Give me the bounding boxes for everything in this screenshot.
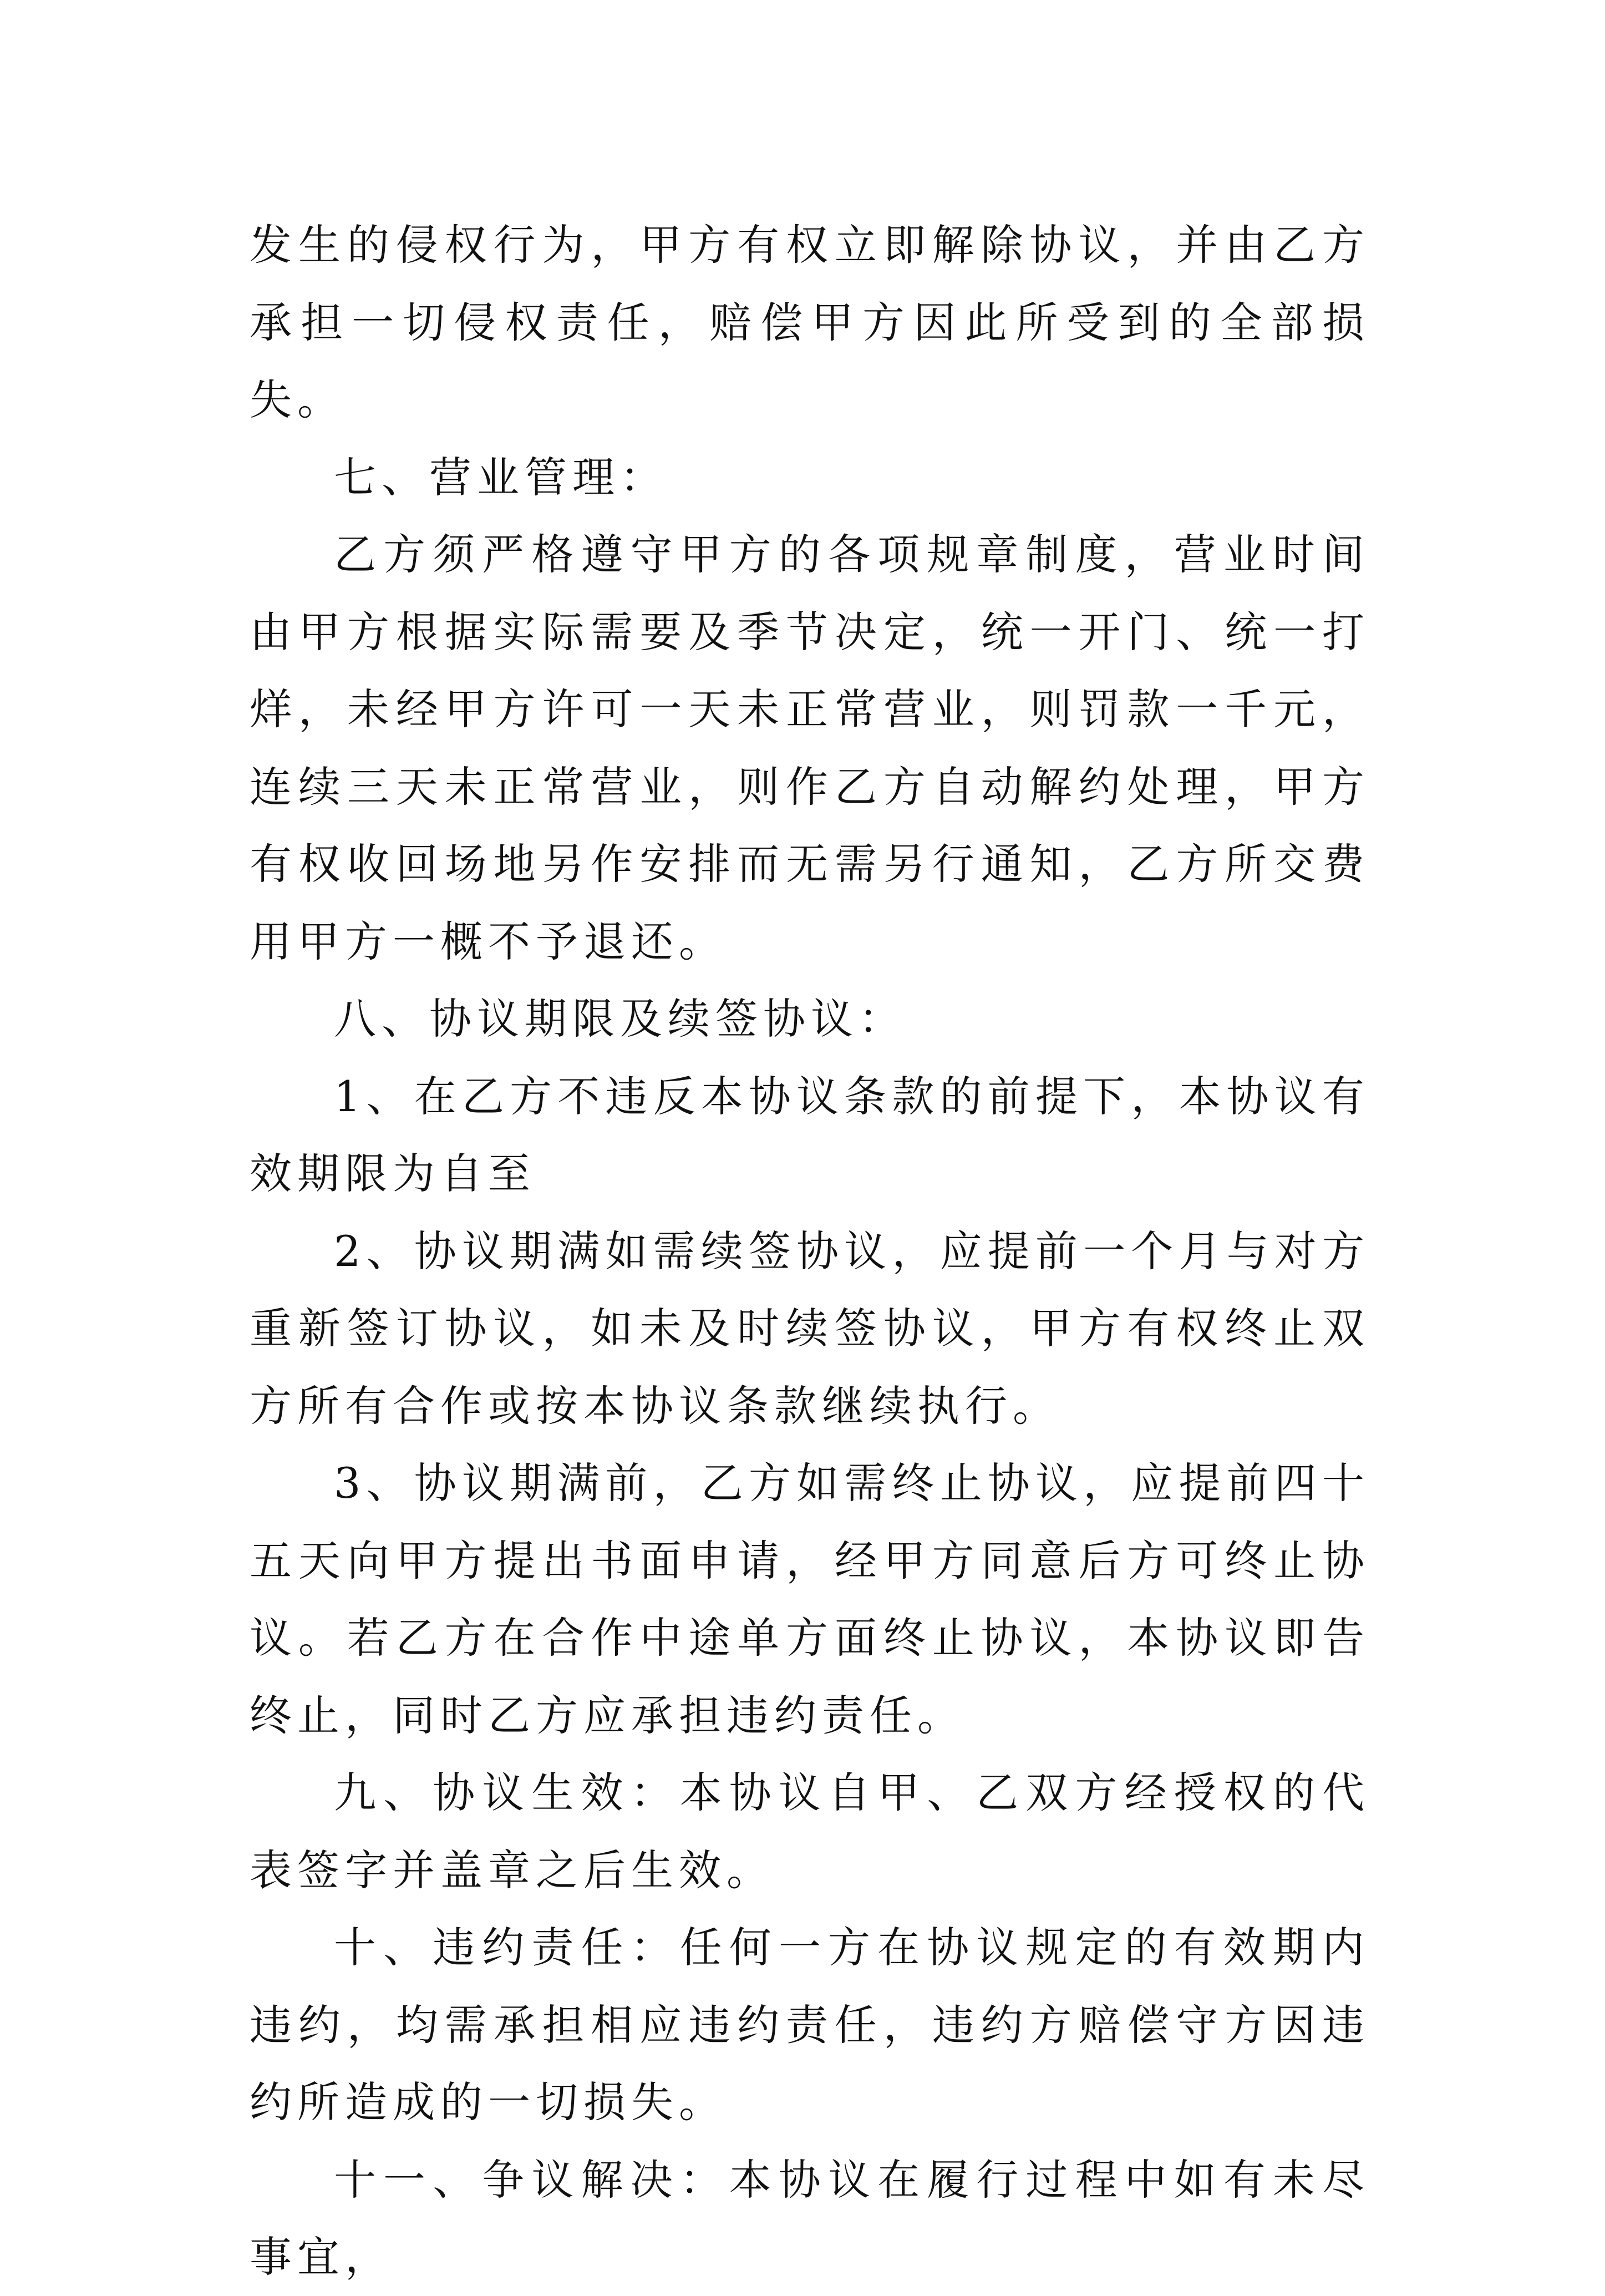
paragraph: 十、违约责任：任何一方在协议规定的有效期内违约，均需承担相应违约责任，违约方赔偿守方因违约所造成的一切损失。 [250,1923,1370,2127]
document-body [250,206,1370,2296]
paragraph: 3、协议期满前，乙方如需终止协议，应提前四十五天向甲方提出书面申请，经甲方同意后方可终止协议。若乙方在合作中途单方面终止协议，本协议即告终止，同时乙方应承担违约责任。 [250,1458,1370,1740]
paragraph: 九、协议生效：本协议自甲、乙双方经授权的代表签字并盖章之后生效。 [250,1768,1370,1895]
section-heading-business-management: 七、营业管理： [334,452,668,502]
paragraph: 十一、争议解决：本协议在履行过程中如有未尽事宜， [250,2155,1370,2282]
paragraph: 乙方须严格遵守甲方的各项规章制度，营业时间由甲方根据实际需要及季节决定，统一开门、统一打烊，未经甲方许可一天未正常营业，则罚款一千元，连续三天未正常营业，则作乙方自动解约处理，甲方有权收回场地另作安排而无需另行通知，乙方所交费用甲方一概不予退还。 [250,530,1370,966]
paragraph: 发生的侵权行为，甲方有权立即解除协议，并由乙方承担一切侵权责任，赔偿甲方因此所受到的全部损失。 [250,220,1370,424]
paragraph: 1、在乙方不违反本协议条款的前提下，本协议有效期限为自至 [250,1071,1370,1198]
section-heading-agreement-term: 八、协议期限及续签协议： [334,994,906,1043]
paragraph: 2、协议期满如需续签协议，应提前一个月与对方重新签订协议，如未及时续签协议，甲方有权终止双方所有合作或按本协议条款继续执行。 [250,1226,1370,1431]
